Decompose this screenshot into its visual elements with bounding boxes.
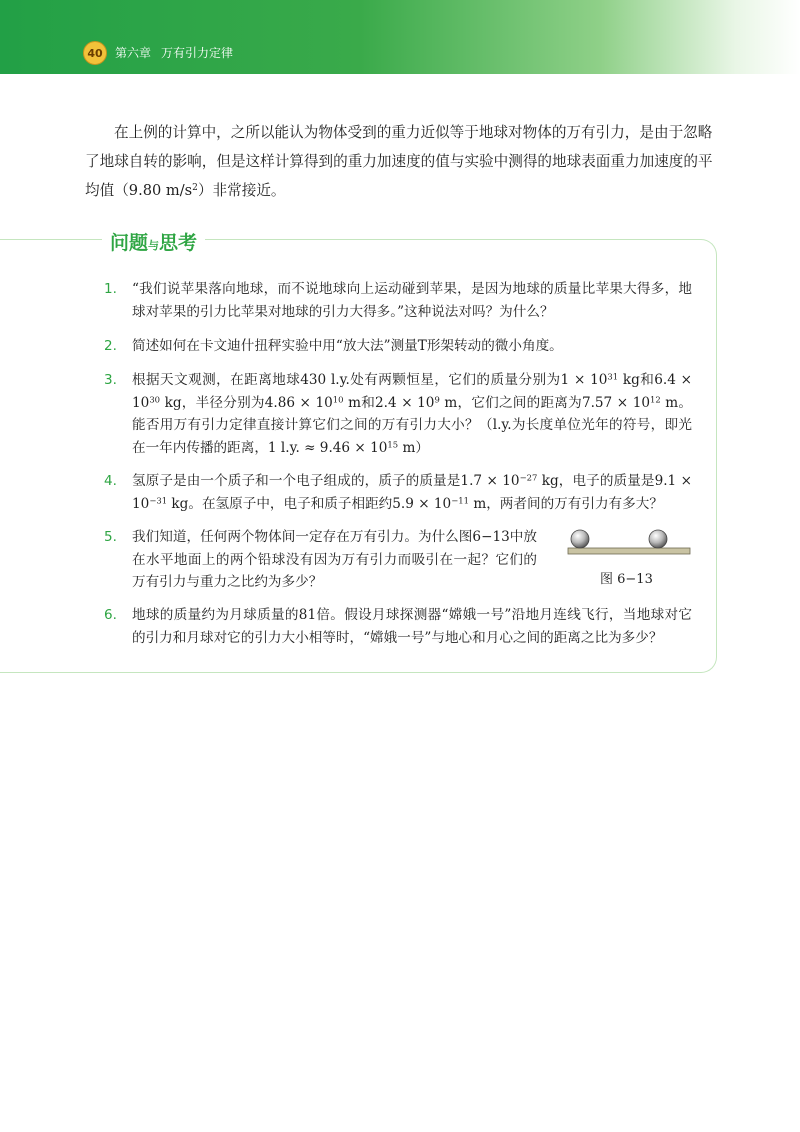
chapter-heading — [115, 44, 243, 61]
lead-ball-right — [649, 530, 667, 548]
question-number-6: 6. — [104, 607, 117, 623]
page-number-badge: 40 — [83, 41, 107, 65]
question-number-4: 4. — [104, 473, 117, 489]
question-5-text: 我们知道，任何两个物体间一定存在万有引力。为什么图6−13中放在水平地面上的两个铅球没有因为万有引力而吸引在一起？它们的万有引力与重力之比约为多少？ — [132, 529, 537, 590]
question-number-2: 2. — [104, 338, 117, 354]
chapter-title: 万有引力定律 — [161, 46, 234, 60]
questions-section-title: 问题与思考 — [102, 228, 205, 255]
question-1-text: “我们说苹果落向地球，而不说地球向上运动碰到苹果，是因为地球的质量比苹果大得多，地球对苹果的引力比苹果对地球的引力大得多。”这种说法对吗？为什么？ — [132, 281, 692, 320]
chapter-label: 第六章 — [115, 46, 152, 60]
question-number-1: 1. — [104, 281, 117, 297]
lead-ball-left — [571, 530, 589, 548]
figure-caption: 图 6−13 — [600, 572, 653, 587]
question-2-text: 简述如何在卡文迪什扭秤实验中用“放大法”测量T形架转动的微小角度。 — [132, 338, 563, 354]
chapter-header-bar — [0, 0, 800, 74]
question-3-text: 根据天文观测，在距离地球430 l.y.处有两颗恒星，它们的质量分别为$1 \times 10^{31}$ kg和$6.4 \times 10^{30}$ kg，半径分别为$4.86 \times 10^{10}$ m和$2.4 \times 10^9$ m，它们之间的距离为$7.57 \times 10^{12}$ m。能否用万有引力定律直接计算它们之间的万有引力大小？（l.y.为长度单位光年的符号，即光在一年内传播的距离，1 l.y. ≈ $9.46 \times 10^{15}$ m） — [132, 371, 693, 456]
question-6-text: 地球的质量约为月球质量的81倍。假设月球探测器“嫦娥一号”沿地月连线飞行，当地球对它的引力和月球对它的引力大小相等时，“嫦娥一号”与地心和月心之间的距离之比为多少？ — [132, 607, 692, 646]
intro-paragraph: 在上例的计算中，之所以能认为物体受到的重力近似等于地球对物体的万有引力，是由于忽略了地球自转的影响，但是这样计算得到的重力加速度的值与实验中测得的地球表面重力加速度的平均值（9.80 $m/s^2$）非常接近。 — [85, 124, 713, 199]
question-number-5: 5. — [104, 529, 117, 545]
question-number-3: 3. — [104, 372, 117, 388]
question-4-text: 氢原子是由一个质子和一个电子组成的，质子的质量是$1.7 \times 10^{-27}$ kg，电子的质量是$9.1 \times 10^{-31}$ kg。在氢原子中，电子和质子相距约$5.9 \times 10^{-11}$ m，两者间的万有引力有多大？ — [132, 472, 692, 512]
ground-surface — [568, 548, 690, 554]
